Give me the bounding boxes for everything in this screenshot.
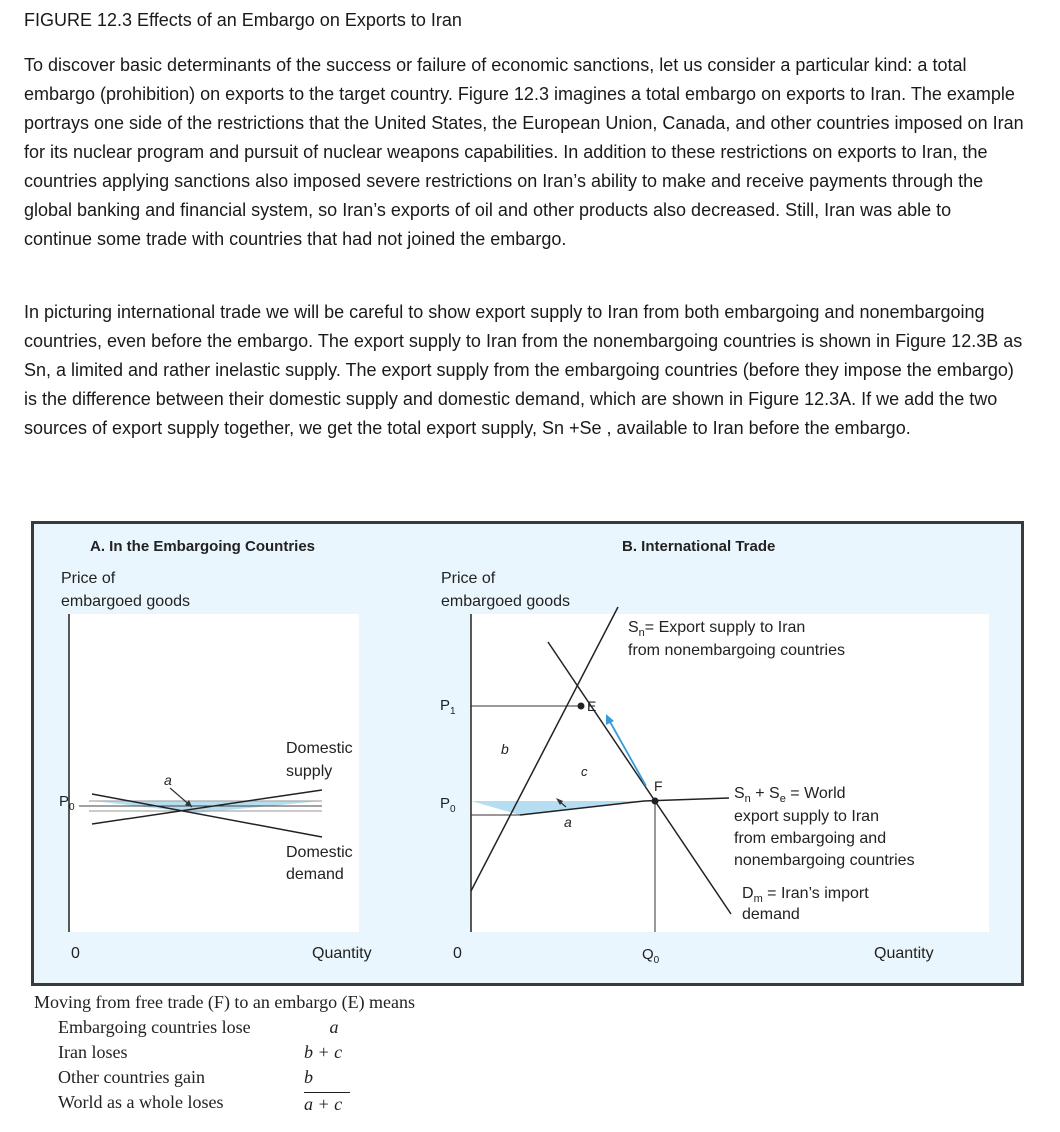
se-letter: S [769,785,780,802]
panel-a-x-label: Quantity [312,945,372,962]
p0-letter: P [59,793,70,810]
se-subscript: e [779,793,786,805]
summary-row-label: World as a whole loses [58,1092,224,1112]
panel-b-ylabel-2: embargoed goods [441,593,570,610]
panel-a-ylabel-2: embargoed goods [61,593,190,610]
panel-b-point-f [652,798,659,805]
p0-subscript: 0 [69,802,75,813]
figure-panel [31,521,1024,986]
summary-row [58,1042,364,1067]
panel-b-title: B. International Trade [622,538,776,555]
sn-label-line-2: from nonembargoing countries [628,642,846,659]
panel-b-p0-label [440,795,456,815]
sn-description: = Export supply to Iran [644,619,806,636]
paragraph-1: To discover basic determinants of the success or failure of economic sanctions, let us consider a particular kind: a total embargo (prohibition) on exports to the target country. Figure 12.3 imagines a total embargo on exports to Iran. The example portrays one side of the restrictions that the United States, the European Union, Canada, and other countries imposed on Iran for its nuclear program and pursuit of nuclear weapons capabilities. In addition to these restrictions on exports to Iran, the countries applying sanctions also imposed severe restrictions on Iran’s ability to make and receive payments through the global banking and financial system, so Iran’s exports of oil and other products also decreased. Still, Iran was able to continue some trade with countries that had not joined the embargo. [24,55,1024,249]
summary-row-value: b + c [304,1042,343,1062]
dm-description: = Iran’s import [762,885,869,902]
sn-letter: S [628,619,639,636]
panel-b-point-f-label: F [654,778,663,794]
panel-b-p1-label [440,697,456,717]
panel-b-ylabel-1: Price of [441,570,496,587]
panel-a-demand-label-1: Domestic [286,844,353,861]
panel-b-x-label: Quantity [874,945,934,962]
plus-sign: + [750,785,770,802]
panel-a-ylabel-1: Price of [61,570,116,587]
sn-subscript: n [744,793,751,805]
sn-letter: S [734,785,745,802]
panel-b-point-e [578,703,585,710]
world-supply-label-line-4: nonembargoing countries [734,852,915,869]
panel-b-q0-label [642,946,660,966]
summary-table [58,1017,364,1117]
p1-letter: P [440,697,451,714]
panel-b-origin-label: 0 [453,945,462,962]
dm-label-line-2: demand [742,906,800,923]
panel-a-supply-label-1: Domestic [286,740,353,757]
fraction-rule [304,1092,350,1093]
dm-subscript: m [753,893,763,905]
panel-b-area-b-label: b [501,741,509,757]
q0-letter: Q [642,946,654,963]
p1-subscript: 1 [450,706,456,717]
summary-row-value: b [304,1067,313,1087]
panel-a-title: A. In the Embargoing Countries [90,538,316,555]
panel-b-area-a-label: a [564,814,572,830]
sn-subscript: n [638,627,645,639]
p0-subscript: 0 [450,804,456,815]
summary-box [34,992,415,1117]
summary-row [58,1092,364,1117]
panel-a-supply-label-2: supply [286,763,333,780]
summary-row [58,1017,364,1042]
summary-row-value: a [329,1017,339,1037]
summary-row-label: Embargoing countries lose [58,1017,251,1037]
world-description: = World [785,785,846,802]
figure-title: FIGURE 12.3 Effects of an Embargo on Exports to Iran [24,10,462,30]
panel-b-area-c-label: c [581,764,588,779]
world-supply-label-line-3: from embargoing and [734,830,887,847]
p0-letter: P [440,795,451,812]
panel-a-origin-label: 0 [71,945,80,962]
world-supply-label-line-2: export supply to Iran [734,808,879,825]
summary-row-value [304,1092,364,1117]
panel-a-area-a-label: a [164,772,172,788]
summary-row-label: Other countries gain [58,1067,205,1087]
dm-letter: D [742,885,754,902]
q0-subscript: 0 [653,955,660,966]
summary-row-label: Iran loses [58,1042,128,1062]
summary-heading: Moving from free trade (F) to an embargo (E) means [34,992,416,1012]
panel-b-point-e-label: E [587,698,597,714]
paragraph-2: In picturing international trade we will be careful to show export supply to Iran from both embargoing and nonembargoing countries, even before the embargo. The export supply to Iran from the nonembargoing countries is shown in Figure 12.3B as Sn, a limited and rather inelastic supply. The export supply from the embargoing countries (before they impose the embargo) is the difference between their domestic supply and domestic demand, which are shown in Figure 12.3A. If we add the two sources of export supply together, we get the total export supply, Sn +Se , available to Iran before the embargo. [24,302,1023,438]
summary-row-value-text: a + c [304,1094,343,1114]
summary-row [58,1067,364,1092]
figure-graphics [34,524,1021,983]
panel-b-plot-area [471,614,989,932]
panel-a-demand-label-2: demand [286,866,344,883]
